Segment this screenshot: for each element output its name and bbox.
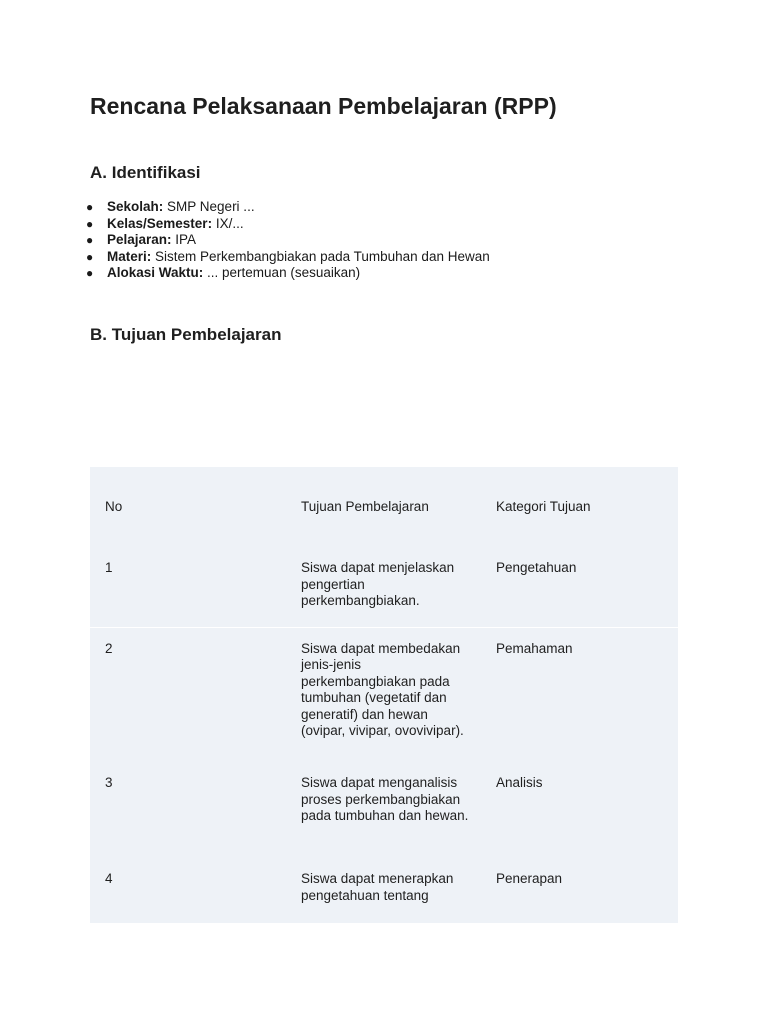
list-item-kelas-semester <box>86 215 490 233</box>
item-value: IX/... <box>212 215 244 231</box>
section-a-heading: A. Identifikasi <box>90 163 201 182</box>
list-item-materi <box>86 248 490 266</box>
header-kategori: Kategori Tujuan <box>496 499 591 514</box>
cell-tujuan: Siswa dapat menganalisis proses perkembangbiakan pada tumbuhan dan hewan. <box>301 775 469 823</box>
table-row <box>90 869 678 917</box>
list-item-alokasi-waktu <box>86 265 490 282</box>
cell-tujuan: Siswa dapat menjelaskan pengertian perkembangbiakan. <box>301 560 496 627</box>
item-label: Materi: <box>107 248 152 264</box>
cell-kategori: Pemahaman <box>496 640 573 656</box>
table-row <box>90 627 678 773</box>
cell-no: 2 <box>105 640 113 656</box>
list-item-sekolah <box>86 199 490 216</box>
bullet-icon: ● <box>86 216 94 231</box>
cell-no: 1 <box>90 560 301 627</box>
learning-objectives-table <box>90 467 678 923</box>
cell-kategori: Penerapan <box>496 871 563 886</box>
item-label: Kelas/Semester: <box>107 215 213 231</box>
bullet-icon: ● <box>86 200 94 214</box>
header-no: No <box>105 499 123 514</box>
item-label: Alokasi Waktu: <box>107 265 204 280</box>
cell-tujuan: Siswa dapat membedakan jenis-jenis perkembangbiakan pada tumbuhan (vegetatif dan generatif) dan hewan (ovipar, vivipar, ovovivipar). <box>301 640 464 738</box>
table-row <box>90 773 678 869</box>
cell-no: 4 <box>105 871 113 886</box>
objectives-table <box>90 467 678 917</box>
list-item-pelajaran <box>86 232 490 249</box>
section-b-heading: B. Tujuan Pembelajaran <box>90 325 282 344</box>
item-label: Sekolah: <box>107 199 164 214</box>
item-value: SMP Negeri ... <box>163 199 255 214</box>
item-value: IPA <box>171 232 197 247</box>
identification-list <box>86 199 490 282</box>
cell-kategori: Analisis <box>496 775 543 790</box>
bullet-icon: ● <box>86 266 94 280</box>
bullet-icon: ● <box>86 233 94 247</box>
page-title: Rencana Pelaksanaan Pembelajaran (RPP) <box>90 93 557 119</box>
cell-tujuan: Siswa dapat menerapkan pengetahuan tentang <box>301 871 454 903</box>
header-tujuan: Tujuan Pembelajaran <box>301 499 429 514</box>
bullet-icon: ● <box>86 249 94 264</box>
item-value: Sistem Perkembangbiakan pada Tumbuhan dan Hewan <box>151 248 490 264</box>
item-value: ... pertemuan (sesuaikan) <box>203 265 361 280</box>
cell-no: 3 <box>105 775 113 790</box>
cell-kategori: Pengetahuan <box>496 560 678 627</box>
table-row <box>90 560 678 627</box>
table-header-row <box>90 467 678 560</box>
item-label: Pelajaran: <box>107 232 172 247</box>
